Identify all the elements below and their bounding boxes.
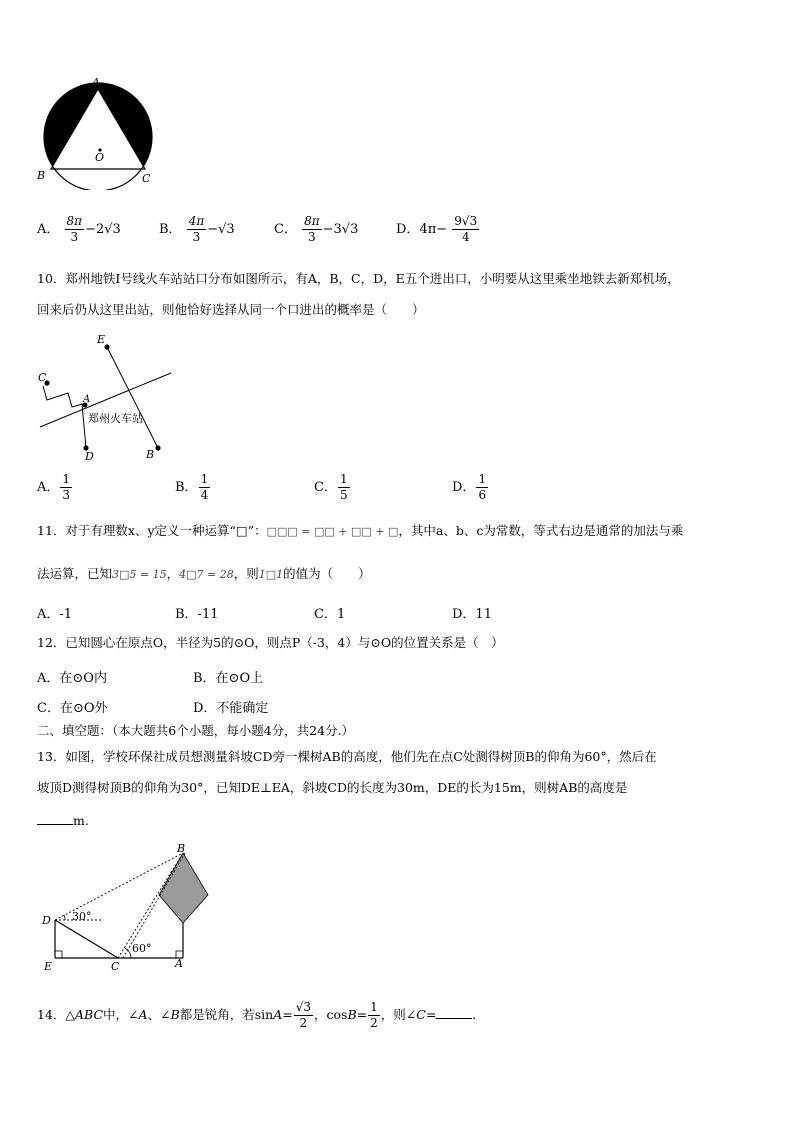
q10-point-b	[155, 445, 160, 450]
q12-stem: 12．已知圆心在原点O，半径为5的⊙O，则点P（-3，4）与⊙O的位置关系是（ ）	[37, 635, 504, 650]
q10-label-b: B	[146, 448, 155, 461]
q11-stem-line2: 法运算，已知3□5 = 15，4□7 = 28，则1□1的值为（ ）	[37, 566, 371, 581]
q9-label-o: O	[95, 151, 105, 164]
q13-stem-line1: 13．如图，学校环保社成员想测量斜坡CD旁一棵树AB的高度，他们先在点C处测得树顶B的仰角为60°，然后在	[37, 749, 657, 764]
q14-stem: 14．△ABC中，∠A、∠B都是锐角，若sinA= $\frac{√3}{2}$ ，cosB= $\frac{1}{2}$ ，则∠C= .	[37, 1000, 477, 1030]
q9-option-a: A． $\frac{8\pi}{3}$ −2√3	[37, 214, 121, 244]
q13-label-e: E	[44, 960, 53, 973]
q10-point-e	[104, 344, 109, 349]
q11-option-c: C．1	[314, 607, 346, 622]
q9-option-d: D．4π− $\frac{9√3}{4}$	[396, 214, 478, 244]
q9-option-c: C． $\frac{8\pi}{3}$ −3√3	[274, 214, 359, 244]
q9-option-b: B． $\frac{4\pi}{3}$ −√3	[159, 214, 235, 244]
q14-answer-blank[interactable]	[436, 1006, 472, 1019]
q9-figure	[32, 74, 167, 190]
q12-option-c: C．在⊙O外	[37, 701, 108, 716]
section-fill-blank-heading: 二、填空题：（本大题共6个小题，每小题4分，共24分.）	[37, 723, 355, 738]
q11-option-a: A．-1	[37, 607, 73, 622]
q10-station-label: 郑州火车站	[88, 412, 143, 425]
q13-angle-60: 60°	[132, 942, 152, 955]
q9-label-a: A	[92, 76, 100, 89]
q9-label-b: B	[37, 169, 46, 182]
q12-option-b: B．在⊙O上	[193, 671, 264, 686]
q11-stem-line1: 11．对于有理数x、y定义一种运算“□”：□□□ = □□ + □□ + □，其中a、b、c为常数，等式右边是通常的加法与乘	[37, 523, 684, 538]
q10-option-d: D． $\frac{1}{6}$	[452, 472, 487, 502]
q11-option-b: B．-11	[175, 607, 219, 622]
q13-angle-30: 30°	[72, 910, 92, 923]
q10-option-b: B． $\frac{1}{4}$	[175, 472, 209, 502]
q9-label-c: C	[142, 172, 151, 185]
q10-option-a: A． $\frac{1}{3}$	[37, 472, 71, 502]
q10-option-c: C． $\frac{1}{5}$	[314, 472, 348, 502]
q13-label-b: B	[177, 842, 186, 855]
q13-answer-blank[interactable]	[37, 812, 73, 825]
q13-tree-crown	[159, 853, 208, 923]
q11-option-d: D．11	[452, 607, 492, 622]
q10-label-a: A	[83, 394, 91, 405]
q13-stem-line3: m.	[37, 810, 89, 832]
q13-figure	[35, 840, 215, 975]
q13-label-d: D	[42, 914, 51, 927]
q12-option-d: D．不能确定	[193, 701, 269, 716]
q13-label-a: A	[175, 957, 183, 970]
q13-stem-line2: 坡顶D测得树顶B的仰角为30°，已知DE⊥EA，斜坡CD的长度为30m，DE的长为15m，则树AB的高度是	[37, 780, 628, 795]
q10-stem-line2: 回来后仍从这里出站，则他恰好选择从同一个口进出的概率是（ ）	[37, 302, 425, 317]
q10-figure	[34, 330, 176, 465]
q13-slope	[55, 920, 118, 958]
q10-label-e: E	[97, 333, 106, 346]
q10-label-c: C	[38, 371, 47, 384]
q10-label-d: D	[85, 450, 94, 463]
q12-option-a: A．在⊙O内	[37, 671, 107, 686]
q13-label-c: C	[111, 960, 120, 973]
q10-stem-line1: 10．郑州地铁Ⅰ号线火车站站口分布如图所示，有A，B，C，D，E五个进出口，小明要从这里乘坐地铁去新郑机场，	[37, 271, 680, 286]
